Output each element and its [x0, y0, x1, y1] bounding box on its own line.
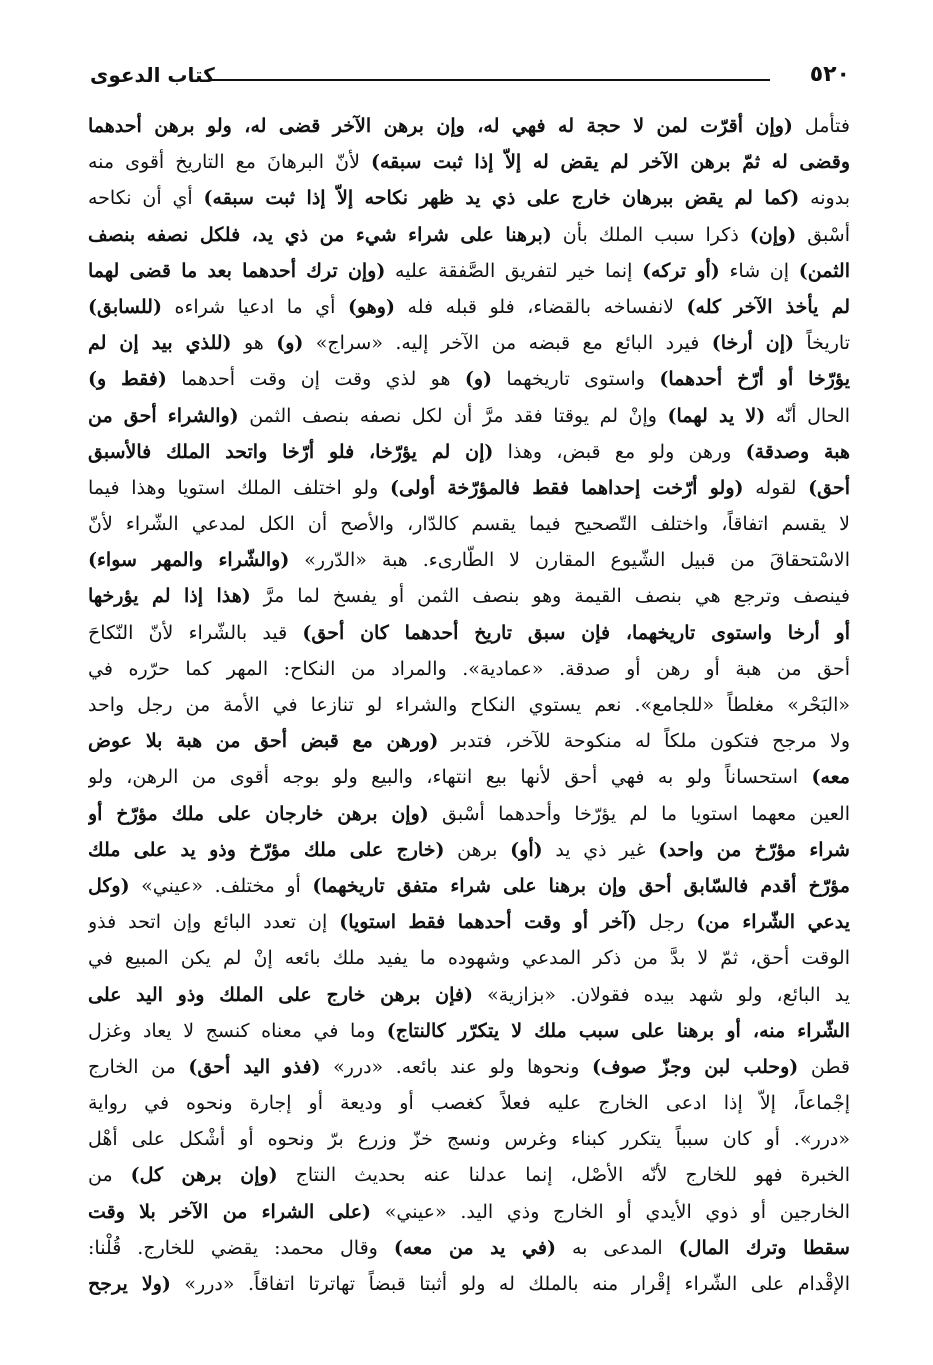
text-line [88, 1230, 850, 1266]
text-line [88, 723, 850, 759]
bold-text-segment: (على الشراء من الآخر بلا وقت [88, 1200, 372, 1223]
bold-text-segment: سقطا وترك المال) [678, 1236, 850, 1259]
bold-text-segment: (للذي بيد إن لم [88, 332, 232, 355]
text-segment: قطن [798, 1055, 850, 1078]
text-segment: غير ذي يد [542, 838, 659, 861]
bold-text-segment: (إن أرخا) [711, 332, 794, 355]
text-segment: الإقْدام على الشّراء إقْرار منه بالملك له ولو أثبتا قبضاً تهاترتا اتفاقاً. «درر» [170, 1273, 850, 1295]
bold-text-segment: يدعي الشّراء من) [696, 911, 850, 934]
text-line [88, 868, 850, 904]
text-line [88, 687, 850, 723]
bold-text-segment: الثمن) [798, 259, 850, 282]
bold-text-segment: وقضى له ثمّ برهن الآخر لم يقض له إلاّ إذا ثبت سبقه) [371, 151, 850, 174]
text-segment: فيرد البائع مع قبضه من الآخر إليه. «سراج» [303, 332, 712, 355]
text-segment: لقوله [743, 476, 809, 499]
text-line [88, 542, 850, 578]
bold-text-segment: (وإن برهن خارجان على ملك مؤرّخ أو [88, 802, 429, 825]
bold-text-segment: (و) [464, 368, 493, 391]
text-segment: من الخارج [88, 1055, 189, 1078]
text-segment: المدعى به [555, 1236, 679, 1259]
text-segment: واستوى تاريخهما [492, 368, 660, 391]
text-line [88, 1194, 850, 1230]
text-line [88, 1049, 850, 1085]
text-segment: العين معهما استويا ما لم يؤرّخا وأحدهما أسْبق [428, 802, 850, 825]
text-line [88, 940, 850, 976]
text-line [88, 904, 850, 940]
bold-text-segment: (فقط و) [88, 368, 167, 391]
text-segment: يد البائع، ولو شهد بيده فقولان. «بزازية» [472, 983, 850, 1006]
text-line [88, 398, 850, 434]
text-segment: وإنْ لم يوقتا فقد مرَّ أن لكل نصفه بنصف الثمن [238, 404, 668, 427]
text-line [88, 289, 850, 325]
text-segment: استحساناً ولو به فهي أحق لأنها بيع انتهاء، والبيع ولو بوجه أقوى من الرهن، ولو [88, 766, 812, 789]
bold-text-segment: مؤرّخ أقدم فالسّابق أحق وإن برهنا على شراء متفق تاريخهما) [312, 874, 850, 897]
text-segment: الخبرة فهو للخارج لأنّه الأصْل، إنما عدلنا عنه بحديث النتاج [277, 1164, 850, 1187]
bold-text-segment: معه) [811, 766, 850, 789]
bold-text-segment: (ورهن مع قبض أحق من هبة بلا عوض [88, 730, 439, 753]
text-line [88, 180, 850, 216]
bold-text-segment: (ولا يرجح [88, 1273, 171, 1295]
bold-text-segment: (كما لم يقض ببرهان خارج على ذي يد ظهر نكاحه إلاّ إذا ثبت سبقه) [203, 187, 800, 210]
text-segment: من [88, 1164, 131, 1187]
text-line [88, 253, 850, 289]
bold-text-segment: (وإن برهن كل) [130, 1164, 278, 1187]
page-number: ٥٢٠ [809, 62, 850, 87]
body-text [88, 108, 850, 1336]
text-line [88, 759, 850, 795]
text-segment: «البَحْر» مغلطاً «للجامع». نعم يستوي النكاح والشراء لو تنازعا في الأمة من رجل واحد [88, 694, 850, 716]
bold-text-segment: (وكل [88, 874, 130, 897]
text-line [88, 1157, 850, 1193]
bold-text-segment: (والشّراء والمهر سواء) [88, 549, 290, 572]
bold-text-segment: هبة وصدقة) [745, 440, 850, 463]
text-segment: إن شاء [719, 259, 799, 282]
bold-text-segment: (للسابق) [88, 295, 162, 318]
text-segment: بدونه [799, 187, 850, 210]
text-segment: أسْبق [796, 223, 850, 246]
text-line [88, 615, 850, 651]
bold-text-segment: (إن لم يؤرّخا، فلو أرّخا واتحد الملك فالأسبق [88, 440, 494, 463]
bold-text-segment: (فإن برهن خارج على الملك وذو اليد على [88, 983, 473, 1006]
bold-text-segment: (أو تركه) [642, 259, 720, 282]
bold-text-segment: (وإن ترك أحدهما بعد ما قضى لهما [88, 259, 386, 282]
text-line [88, 325, 850, 361]
text-line [88, 470, 850, 506]
text-segment: ولا مرجح فتكون ملكاً له منكوحة للآخر، فتدبر [438, 730, 850, 753]
text-line [88, 1121, 850, 1157]
bold-text-segment: (وإن) [749, 223, 797, 246]
running-title: كتاب الدعوى [90, 63, 215, 87]
bold-text-segment: (لا يد لهما) [667, 404, 766, 427]
text-line [88, 578, 850, 614]
text-line [88, 796, 850, 832]
bold-text-segment: (في يد من معه) [393, 1236, 556, 1259]
text-line [88, 1266, 850, 1302]
text-segment: إنما خير لتفريق الصَّفقة عليه [385, 259, 643, 282]
text-segment: أي أن نكاحه [88, 187, 204, 210]
bold-text-segment: أو أرخا واستوى تاريخهما، فإن سبق تاريخ أحدهما كان أحق) [302, 621, 850, 644]
bold-text-segment: (وحلب لبن وجزّ صوف) [591, 1055, 799, 1078]
text-segment: «درر». أو كان سبباً يتكرر كبناء وغرس ونسج خزّ وزرع برّ ونحوه أو أشْكل على أهْل [88, 1128, 850, 1151]
bold-text-segment: (أو) [510, 838, 543, 861]
text-segment: تاريخاً [793, 332, 850, 355]
text-segment: رجل [636, 911, 697, 934]
text-segment: ورهن ولو مع قبض، وهذا [493, 440, 746, 463]
text-segment: ولو اختلف الملك استويا وهذا فيما [88, 476, 390, 499]
text-line [88, 217, 850, 253]
text-segment: أو مختلف. «عيني» [129, 874, 313, 897]
bold-text-segment: (آخر أو وقت أحدهما فقط استويا) [339, 911, 637, 934]
text-segment: الخارجين أو ذوي الأيدي أو الخارج وذي اليد. «عيني» [371, 1200, 850, 1223]
text-segment: فتأمل [792, 115, 850, 137]
page-header [90, 58, 850, 92]
header-rule [210, 79, 770, 81]
text-line [88, 361, 850, 397]
bold-text-segment: (برهنا على شراء شيء من ذي يد، فلكل نصفه بنصف [88, 223, 552, 246]
text-line [88, 977, 850, 1013]
bold-text-segment: أحق) [808, 476, 850, 499]
bold-text-segment: (والشراء أحق من [88, 404, 239, 427]
text-segment: الحال أنّه [765, 404, 850, 427]
text-segment: وما في معناه كنسج لا يعاد وغزل [88, 1019, 387, 1042]
text-line [88, 651, 850, 687]
text-segment: ونحوها ولو عند بائعه. «درر» [320, 1055, 592, 1078]
bold-text-segment: (هذا إذا لم يؤرخها [88, 585, 251, 608]
text-segment: إن تعدد البائع وإن اتحد فذو [88, 911, 340, 934]
text-segment: ذكرا سبب الملك بأن [551, 223, 750, 246]
text-segment: وقال محمد: يقضي للخارج. قُلْنا: [88, 1236, 394, 1259]
bold-text-segment: (وإن أقرّت لمن لا حجة له فهي له، وإن برهن الآخر قضى له، ولو برهن أحدهما [88, 115, 793, 137]
text-line [88, 1085, 850, 1121]
text-segment: هو لذي وقت إن وقت أحدهما [166, 368, 465, 391]
bold-text-segment: شراء مؤرّخ من واحد) [658, 838, 850, 861]
text-segment: إجْماعاً، إلاّ إذا ادعى الخارج عليه فعلاً كغصب أو وديعة أو إجارة ونحوه في رواية [88, 1092, 850, 1115]
text-line [88, 832, 850, 868]
text-segment: قيد بالشّراء لأنّ النّكاحَ [88, 621, 303, 644]
text-line [88, 1013, 850, 1049]
bold-text-segment: (وهو) [347, 295, 395, 318]
text-segment: الاسْتحقاقَ من قبيل الشّيوع المقارن لا الطّارىء. هبة «الدّرر» [289, 549, 850, 572]
text-segment: فينصف وترجع هي بنصف القيمة وهو بنصف الثمن أو يفسخ لما مرَّ [250, 585, 850, 608]
text-segment: لأنّ البرهانَ مع التاريخ أقوى منه [88, 151, 371, 174]
bold-text-segment: (ولو أرّخت إحداهما فقط فالمؤرّخة أولى) [390, 476, 744, 499]
text-segment: الوقت أحق، ثمّ لا بدَّ من ذكر المدعي وشهوده ما يفيد ملك بائعه إنْ لم يكن المبيع في [88, 947, 850, 970]
bold-text-segment: (و) [276, 332, 304, 355]
text-segment: هو [231, 332, 277, 355]
text-line [88, 506, 850, 542]
text-segment: أحق من هبة أو رهن أو صدقة. «عمادية». والمراد من النكاح: المهر كما حرّره في [88, 657, 850, 680]
text-segment: برهن [444, 838, 511, 861]
text-line [88, 144, 850, 180]
bold-text-segment: لم يأخذ الآخر كله) [686, 295, 850, 318]
text-segment: لا يقسم اتفاقاً، واختلف التّصحيح فيما يقسم كالدّار، والأصح أن الكل لمدعي الشّراء لأنّ [88, 513, 850, 536]
text-line [88, 434, 850, 470]
bold-text-segment: الشّراء منه، أو برهنا على سبب ملك لا يتكرّر كالنتاج) [386, 1019, 850, 1042]
bold-text-segment: (خارج على ملك مؤرّخ وذو يد على ملك [88, 838, 445, 861]
text-line [88, 108, 850, 144]
text-segment: لانفساخه بالقضاء، فلو قبله فله [394, 295, 687, 318]
text-segment: أي ما ادعيا شراءه [161, 295, 348, 318]
bold-text-segment: يؤرّخا أو أرّخ أحدهما) [659, 368, 850, 391]
bold-text-segment: (فذو اليد أحق) [188, 1055, 321, 1078]
